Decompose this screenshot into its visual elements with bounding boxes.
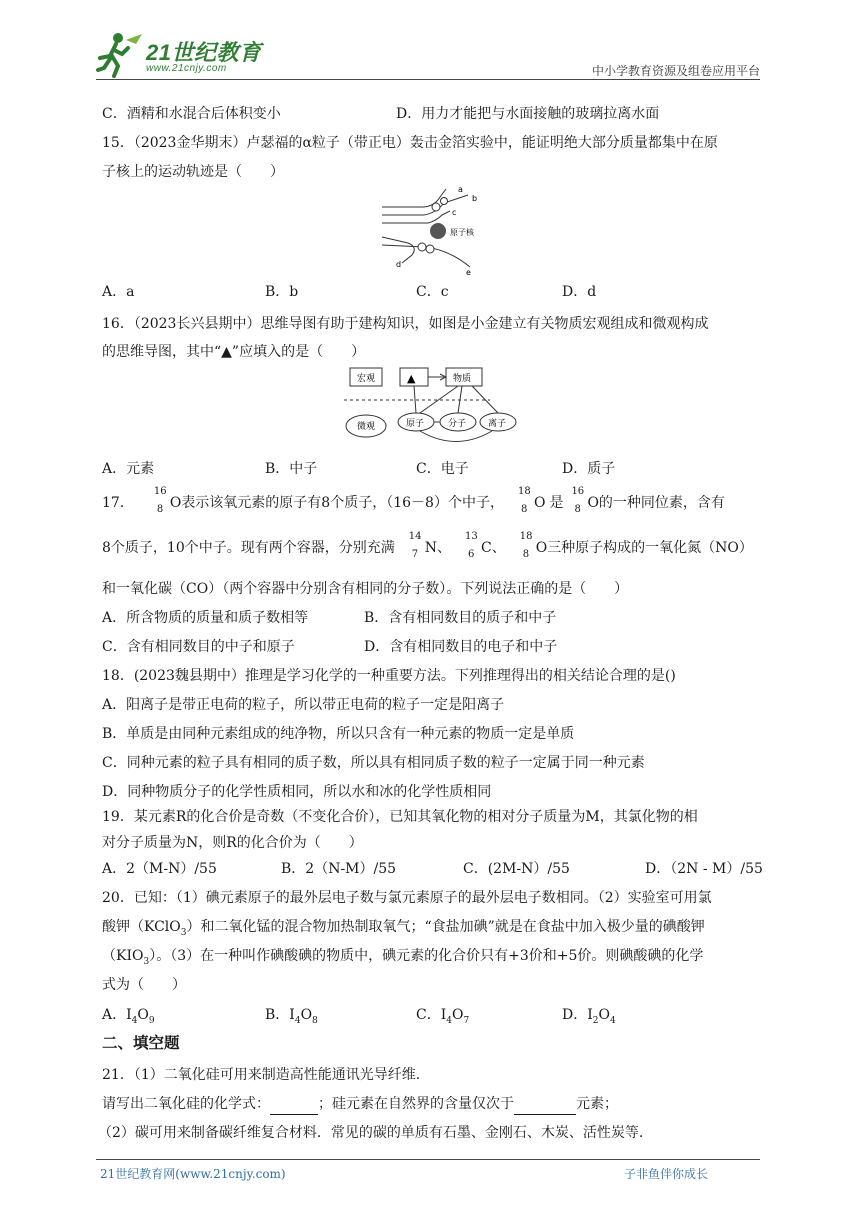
- q15-option-a: A．a: [102, 284, 135, 300]
- q18-option-d: D．同种物质分子的化学性质相同，所以水和冰的化学性质相同: [102, 784, 492, 800]
- isotope-o18: 18 8: [517, 486, 531, 515]
- mind-map-diagram: [340, 364, 520, 454]
- label-ion: 离子: [488, 419, 507, 429]
- label-atom: 原子: [406, 419, 425, 429]
- alpha-particle: [432, 203, 440, 211]
- trajectory-c: [382, 211, 450, 223]
- q17-option-d: D．含有相同数目的电子和中子: [364, 639, 558, 655]
- q20-option-d: D．$I_2O_4$: [562, 1007, 616, 1026]
- q15-option-c: C．c: [416, 284, 449, 300]
- alpha-particle: [418, 243, 426, 251]
- label-macro: 宏观: [357, 374, 376, 384]
- label-e: e: [466, 268, 471, 277]
- logo-url: www.21cnjy.com: [146, 63, 227, 74]
- q21-line3: （2）碳可用来制备碳纤维复合材料．常见的碳的单质有石墨、金刚石、木炭、活性炭等.: [98, 1125, 644, 1141]
- runner-logo-icon: [96, 30, 144, 78]
- label-molecule: 分子: [448, 419, 467, 429]
- isotope-n14: 14 7: [408, 531, 422, 560]
- q15-stem-line1: 15．（2023金华期末）卢瑟福的α粒子（带正电）轰击金箔实验中，能证明绝大部分质量都集中在原: [102, 135, 718, 151]
- isotope-o16: 16 8: [153, 486, 167, 515]
- site-logo: [96, 30, 266, 80]
- label-a: a: [458, 185, 463, 194]
- q20-option-c: C．$I_4O_7$: [416, 1007, 470, 1026]
- q19-option-a: A．2（M-N）/55: [102, 861, 217, 877]
- label-nucleus: 原子核: [450, 228, 474, 237]
- q16-option-a: A．元素: [102, 461, 155, 477]
- isotope-o16: 16 8: [571, 486, 585, 515]
- q21-line1: 21．（1）二氧化硅可用来制造高性能通讯光导纤维.: [102, 1067, 421, 1083]
- footer-divider: [96, 1159, 760, 1160]
- label-d: d: [396, 260, 402, 269]
- answer-blank-1[interactable]: [270, 1094, 318, 1115]
- platform-label: 中小学教育资源及组卷应用平台: [591, 64, 760, 78]
- q15-stem-line2: 子核上的运动轨迹是（ ）: [102, 164, 284, 180]
- q20-stem-line3: $(KIO_3)$。（3）在一种叫作碘酸碘的物质中，碘元素的化合价只有+3价和+5价。则碘酸碘的化学: [102, 948, 704, 967]
- label-micro: 微观: [357, 422, 376, 432]
- q14-option-d: D．用力才能把与水面接触的玻璃拉离水面: [396, 106, 660, 122]
- q17-stem-line1: 17． 16 8 O 表示该氧元素的原子有8个质子，（16－8）个中子， 18 8 O 是 16 8 O 的一种同位素，含有: [102, 486, 725, 515]
- q16-stem-line2: 的思维导图，其中“▲”应填入的是（ ）: [102, 344, 366, 360]
- logo-text: 21世纪教育: [146, 40, 262, 65]
- q21-line2: 请写出二氧化硅的化学式： ；硅元素在自然界的含量仅次于 元素；: [102, 1094, 618, 1115]
- q18-stem: 18．(2023魏县期中）推理是学习化学的一种重要方法。下列推理得出的相关结论合理的是(): [102, 668, 676, 684]
- label-triangle: ▲: [407, 372, 416, 385]
- q19-option-b: B．2（N-M）/55: [281, 861, 397, 877]
- alpha-particle: [426, 245, 434, 253]
- q19-stem-line2: 对分子质量为N，则R的化合价为（ ）: [102, 835, 363, 851]
- q15-option-b: B．b: [265, 284, 299, 300]
- footer-site-link[interactable]: 21世纪教育网(www.21cnjy.com): [100, 1167, 286, 1181]
- q17-option-b: B．含有相同数目的质子和中子: [364, 610, 557, 626]
- q20-stem-line2: 酸钾（KClO$_3$）和二氧化锰的混合物加热制取氧气；“食盐加碘”就是在食盐中加入极少量的碘酸钾: [102, 919, 705, 938]
- section-title-fill-blank: 二、填空题: [102, 1034, 180, 1052]
- isotope-c13: 13 6: [464, 531, 478, 560]
- q17-option-a: A．所含物质的质量和质子数相等: [102, 610, 309, 626]
- q19-option-d: D．（2N - M）/55: [645, 861, 763, 877]
- q20-stem-line1: 20．已知：（1）碘元素原子的最外层电子数与氯元素原子的最外层电子数相同。（2）实验室可用氯: [102, 890, 712, 906]
- q16-option-c: C．电子: [416, 461, 469, 477]
- q20-option-a: A．$I_4O_9$: [102, 1007, 155, 1026]
- label-c: c: [452, 208, 457, 217]
- q17-stem-line3: 和一氧化碳（CO）（两个容器中分别含有相同的分子数）。下列说法正确的是（ ）: [102, 581, 629, 597]
- q19-option-c: C．(2M-N）/55: [463, 861, 570, 877]
- q17-option-c: C．含有相同数目的中子和原子: [102, 639, 295, 655]
- atomic-nucleus: [430, 223, 446, 239]
- alpha-scattering-diagram: [378, 185, 490, 277]
- footer-slogan: 子非鱼伴你成长: [623, 1167, 708, 1181]
- q19-stem-line1: 19．某元素R的化合价是奇数（不变化合价），已知其氧化物的相对分子质量为M，其氯化物的相: [102, 809, 698, 825]
- q16-stem-line1: 16．（2023长兴县期中）思维导图有助于建构知识，如图是小金建立有关物质宏观组成和微观构成: [102, 316, 709, 332]
- q14-option-c: C．酒精和水混合后体积变小: [102, 106, 281, 122]
- label-b: b: [472, 194, 478, 203]
- q17-stem-line2: 8个质子，10个中子。现有两个容器，分别充满 14 7 N 、 13 6 C 、 18 8 O 三种原子构成的一氧化氮（NO）: [102, 531, 753, 560]
- page-header: [96, 30, 760, 80]
- q16-option-b: B．中子: [265, 461, 318, 477]
- isotope-o18: 18 8: [519, 531, 533, 560]
- q16-option-d: D．质子: [562, 461, 616, 477]
- q20-option-b: B．$I_4O_8$: [265, 1007, 318, 1026]
- header-divider: [96, 79, 760, 80]
- answer-blank-2[interactable]: [514, 1094, 576, 1115]
- q17-number: 17．: [102, 495, 134, 511]
- q15-option-d: D．d: [562, 284, 597, 300]
- q18-option-c: C．同种元素的粒子具有相同的质子数，所以具有相同质子数的粒子一定属于同一种元素: [102, 755, 645, 771]
- alpha-particle: [441, 198, 448, 205]
- q18-option-b: B．单质是由同种元素组成的纯净物，所以只含有一种元素的物质一定是单质: [102, 726, 575, 742]
- label-substance: 物质: [453, 374, 472, 384]
- q20-stem-line4: 式为（ ）: [102, 977, 186, 993]
- q18-option-a: A．阳离子是带正电荷的粒子，所以带正电荷的粒子一定是阳离子: [102, 697, 505, 713]
